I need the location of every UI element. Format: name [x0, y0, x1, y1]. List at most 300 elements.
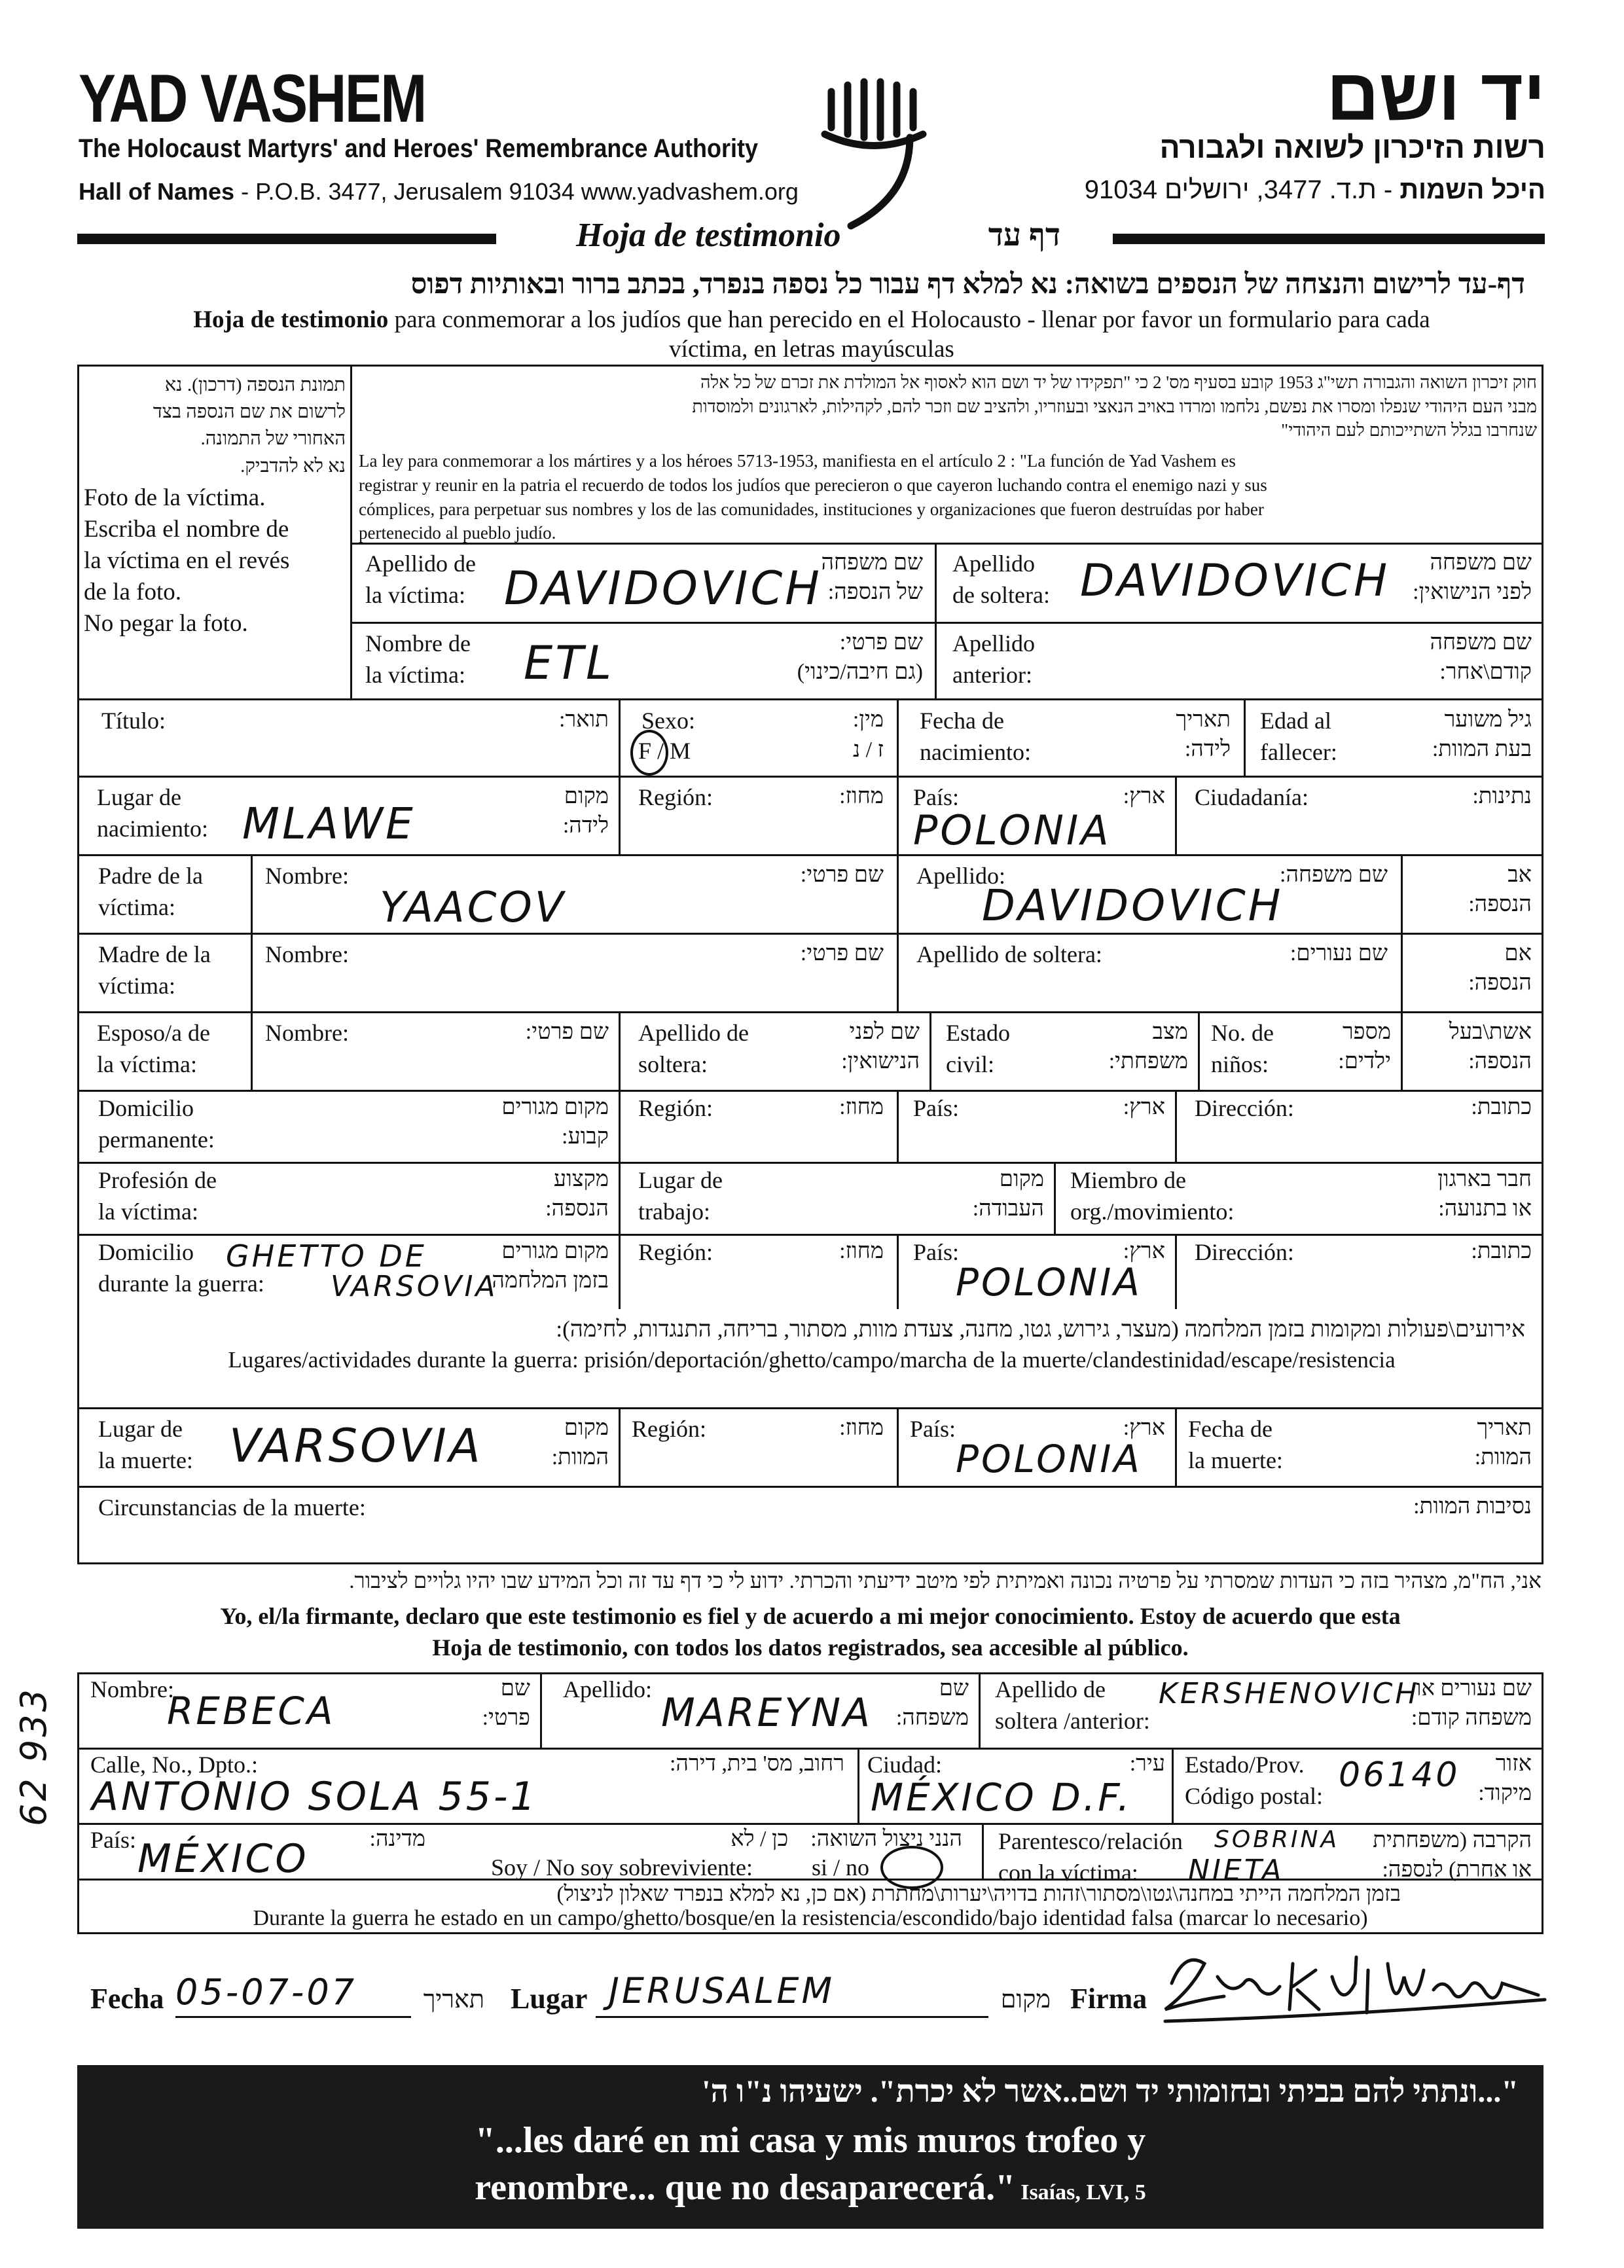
death-country-value[interactable]: POLONIA	[956, 1437, 1142, 1481]
lbl-es: Lugar de	[98, 1416, 183, 1442]
signature-label: Firma	[1070, 1983, 1147, 2015]
lbl-he: לפני הנישואין:	[1413, 579, 1532, 604]
relation-value-1[interactable]: SOBRINA	[1214, 1826, 1340, 1853]
submitter-country-label: País:	[90, 1827, 137, 1853]
residence-address-label: Dirección:	[1195, 1095, 1294, 1121]
rule	[857, 1748, 859, 1823]
membership-label	[1070, 1165, 1234, 1227]
lbl-es: Estado/Prov.	[1185, 1752, 1305, 1778]
margin-number: 62 933	[13, 1687, 54, 1826]
birth-country-label-he: ארץ:	[1123, 784, 1165, 808]
lbl-he: מקום מגורים	[501, 1095, 609, 1119]
lbl-he: אם	[1504, 941, 1532, 965]
lbl-es: Domicilio	[98, 1239, 194, 1265]
org-subtitle-en: The Holocaust Martyrs' and Heroes' Remembrance Authority	[79, 134, 759, 163]
instruction-es-bold: Hoja de testimonio	[193, 306, 389, 333]
lbl-es: Padre de la	[98, 863, 203, 889]
victim-dob-label	[920, 706, 1031, 768]
lbl-he: תאריך	[1176, 708, 1231, 732]
death-region-label-he: מחוז:	[839, 1416, 884, 1440]
lbl-he: אזור	[1495, 1752, 1532, 1776]
residence-label	[98, 1093, 215, 1155]
lbl-es: Apellido de	[995, 1676, 1106, 1702]
victim-surname-value[interactable]: DAVIDOVICH	[504, 562, 822, 615]
quote-es-1: "...les daré en mi casa y mis muros trofeo y	[475, 2120, 1146, 2161]
workplace-label-he	[903, 1165, 1044, 1224]
lbl-he: חבר בארגון	[1437, 1167, 1532, 1191]
city-label: Ciudad:	[867, 1752, 942, 1778]
lbl-he: אשת\בעל	[1449, 1020, 1532, 1044]
lbl-he: מספר	[1342, 1020, 1391, 1044]
father-surname-value[interactable]: DAVIDOVICH	[982, 880, 1284, 931]
lbl-es: civil:	[946, 1051, 994, 1077]
birth-country-value[interactable]: POLONIA	[913, 806, 1111, 854]
father-surname-label: Apellido:	[916, 863, 1005, 889]
rule	[1175, 776, 1177, 854]
lbl-es: víctima:	[98, 972, 175, 999]
citizenship-label-he: נתינות:	[1472, 784, 1532, 808]
photo-box-divider	[350, 365, 352, 698]
submitter-name-value[interactable]: REBECA	[167, 1689, 336, 1733]
org-subtitle-he: רשות הזיכרון לשואה ולגבורה	[1159, 130, 1545, 164]
death-place-label	[98, 1414, 193, 1476]
victim-title-label-he: תואר:	[559, 708, 609, 732]
lbl-he: הנספה:	[1468, 970, 1532, 995]
lbl-es: Apellido	[952, 630, 1035, 657]
rule	[1198, 1011, 1200, 1090]
hall-label: Hall of Names	[79, 178, 235, 205]
victim-age-label	[1260, 706, 1337, 768]
mother-label	[98, 939, 211, 1001]
victim-previous-surname-label	[952, 628, 1035, 691]
lbl-es: Código postal:	[1185, 1782, 1324, 1809]
street-value[interactable]: ANTONIO SOLA 55-1	[92, 1774, 538, 1820]
lbl-he: פרטי:	[482, 1705, 530, 1730]
victim-maiden-value[interactable]: DAVIDOVICH	[1080, 555, 1390, 607]
submitter-country-value[interactable]: MÉXICO	[137, 1836, 309, 1882]
lbl-es: con la víctima:	[998, 1859, 1138, 1886]
father-label-he	[1407, 861, 1532, 920]
header-rule-left	[77, 234, 496, 244]
lbl-he: מקום	[564, 784, 609, 808]
victim-dob-label-he	[1100, 706, 1231, 765]
rule	[77, 933, 1543, 935]
photo-instr-es-2: Escriba el nombre de	[84, 515, 289, 543]
signature[interactable]	[1146, 1937, 1551, 2036]
lbl-es: Profesión de	[98, 1167, 217, 1193]
submitter-name-label-he	[419, 1674, 530, 1733]
zip-value[interactable]: 06140	[1339, 1755, 1460, 1795]
rule	[1172, 1748, 1174, 1823]
quote-es-2-line	[77, 2167, 1543, 2208]
citizenship-label: Ciudadanía:	[1195, 784, 1308, 810]
date-label-he: תאריך	[423, 1986, 484, 2013]
hall-address: - P.O.B. 3477, Jerusalem 91034 www.yadvashem.org	[234, 178, 799, 205]
header-rule-right	[1113, 234, 1545, 244]
law-text	[359, 370, 1537, 545]
rule	[77, 1090, 1543, 1092]
photo-box	[84, 372, 346, 639]
quote-reference: Isaías, LVI, 5	[1020, 2180, 1146, 2205]
lbl-es: durante la guerra:	[98, 1270, 264, 1297]
rule	[619, 1090, 621, 1162]
photo-instr-es-5: No pegar la foto.	[84, 610, 248, 638]
victim-title-label: Título:	[101, 708, 166, 734]
rule	[619, 1407, 621, 1486]
spouse-name-label-he: שם פרטי:	[525, 1020, 609, 1044]
lbl-es: Fecha de	[1188, 1416, 1272, 1442]
instruction-es	[79, 306, 1545, 334]
lbl-es: Madre de la	[98, 941, 211, 967]
rule	[929, 1011, 931, 1090]
victim-maiden-label	[952, 549, 1050, 611]
lbl-es: Apellido de	[638, 1020, 749, 1046]
mother-name-label: Nombre:	[265, 941, 349, 967]
lbl-he: שם פרטי:	[839, 630, 923, 655]
submitter-maiden-label	[995, 1674, 1150, 1737]
war-residence-value-1[interactable]: GHETTO DE	[226, 1238, 427, 1274]
lbl-he: לידה:	[1184, 736, 1231, 761]
relation-value-2[interactable]: NIETA	[1188, 1854, 1284, 1887]
mother-label-he	[1407, 939, 1532, 998]
declaration-es-1: Yo, el/la firmante, declaro que este testimonio es fiel y de acuerdo a mi mejor conocimiento. Estoy de acuerdo que esta	[220, 1603, 1401, 1629]
birthplace-label-he	[484, 782, 609, 841]
rule	[897, 776, 899, 854]
city-label-he: עיר:	[1129, 1752, 1165, 1776]
lbl-he: העבודה:	[972, 1196, 1044, 1221]
spouse-name-label: Nombre:	[265, 1020, 349, 1046]
quote-es-2: renombre... que no desaparecerá."	[475, 2167, 1016, 2208]
lbl-he: הנספה:	[1468, 1049, 1532, 1073]
photo-instr-es-3: la víctima en el revés	[84, 547, 290, 574]
victim-surname-label	[365, 549, 476, 611]
lbl-es: Lugar de	[97, 784, 181, 810]
rule	[77, 776, 1543, 778]
lbl-he: לידה:	[562, 813, 609, 838]
rule	[1175, 1234, 1177, 1309]
victim-first-name-label-he	[733, 628, 923, 687]
war-events-he: אירועים\פעולות ומקומות בזמן המלחמה (מעצר, גירוש, גטו, מחנה, צעדת מוות, מסתור, בריחה, התנגדות, לחימה):	[556, 1316, 1525, 1342]
survivor-label: Soy / No soy sobreviviente:	[491, 1854, 753, 1881]
date-label: Fecha	[90, 1983, 164, 2015]
war-address-label-he: כתובת:	[1471, 1239, 1532, 1263]
rule	[77, 698, 1543, 700]
lbl-es: víctima:	[98, 893, 175, 920]
birthplace-label	[97, 782, 208, 844]
death-circumstances-label: Circunstancias de la muerte:	[98, 1494, 366, 1521]
photo-instr-he-1: תמונת הנספה (דרכון). נא	[164, 374, 346, 395]
lbl-he: שם לפני	[849, 1020, 920, 1044]
war-events-es: Lugares/actividades durante la guerra: prisión/deportación/ghetto/campo/marcha de la muerte/clandestinidad/escape/resistencia	[228, 1347, 1396, 1373]
victim-sex-options-he: ז / נ	[853, 738, 884, 762]
rule	[251, 1011, 253, 1090]
lbl-es: permanente:	[98, 1126, 215, 1153]
spouse-label	[97, 1018, 210, 1080]
rule	[897, 698, 899, 776]
photo-instr-he-4: נא לא להדביק.	[240, 455, 346, 477]
father-name-label-he: שם פרטי:	[800, 863, 884, 887]
lbl-es: la víctima:	[97, 1051, 197, 1077]
place-label: Lugar	[511, 1983, 588, 2015]
spouse-children-label	[1211, 1018, 1274, 1080]
lbl-he: שם משפחה	[1430, 630, 1532, 655]
submitter-maiden-value[interactable]: KERSHENOVICH	[1159, 1677, 1420, 1710]
death-date-label	[1188, 1414, 1283, 1476]
survivor-he-1: הנני ניצול השואה:	[810, 1827, 962, 1851]
rule	[619, 698, 621, 776]
war-country-label: País:	[913, 1239, 960, 1265]
hall-of-names-en	[79, 178, 799, 206]
spouse-children-label-he	[1309, 1018, 1391, 1077]
war-region-label: Región:	[638, 1239, 713, 1265]
lbl-he: מקום	[564, 1416, 609, 1440]
lbl-he: (גם חיבה/כינוי)	[797, 659, 923, 684]
form-title-he: דף עד	[988, 218, 1060, 253]
lbl-he: הנספה:	[545, 1196, 609, 1221]
rule	[982, 1823, 984, 1879]
photo-instr-es-4: de la foto.	[84, 578, 181, 605]
rule	[979, 1672, 981, 1748]
rule	[619, 1011, 621, 1090]
law-he-2: מבני העם היהודי שנפלו ומסרו את נפשם, נלחמו ומרדו באויב הנאצי ובעוזריו, ולהציב שם וזכר להם, לקהילות, לארגונים ולמוסדות	[692, 396, 1537, 416]
lbl-he: שם	[939, 1676, 969, 1701]
submitter-surname-label: Apellido:	[563, 1676, 652, 1702]
spouse-civil-label	[946, 1018, 1010, 1080]
death-country-label: País:	[910, 1416, 956, 1442]
rule	[1244, 698, 1246, 776]
sex-selection-circle	[630, 730, 668, 776]
lbl-es: la muerte:	[98, 1447, 193, 1473]
survivor-he-2: כן / לא	[731, 1827, 789, 1851]
mother-maiden-label: Apellido de soltera:	[916, 941, 1102, 967]
rule	[77, 1011, 1543, 1013]
lbl-es: Nombre de	[365, 630, 471, 657]
rule	[619, 1162, 621, 1234]
quote-he: "...ונתתי להם בביתי ובחומותי יד ושם..אשר לא יכרת". ישעיהו נ"ו ה'	[702, 2074, 1519, 2109]
lbl-es: Edad al	[1260, 708, 1331, 734]
lbl-he: של הנספה:	[827, 579, 923, 604]
lbl-es: Domicilio	[98, 1095, 194, 1121]
death-date-label-he	[1414, 1414, 1532, 1473]
rule	[77, 1162, 1543, 1164]
mother-name-label-he: שם פרטי:	[800, 941, 884, 965]
submitter-name-label: Nombre:	[90, 1676, 174, 1702]
victim-first-name-value[interactable]: ETL	[524, 636, 614, 690]
yad-vashem-logo	[812, 65, 936, 236]
lbl-he: הקרבה (משפחתית	[1373, 1828, 1532, 1852]
residence-address-label-he: כתובת:	[1471, 1095, 1532, 1119]
residence-label-he	[445, 1093, 609, 1152]
rule	[1401, 1011, 1403, 1090]
org-title-en: YAD VASHEM	[79, 61, 425, 137]
declaration-es-2: Hoja de testimonio, con todos los datos registrados, sea accesible al público.	[432, 1634, 1189, 1661]
rule	[540, 1672, 542, 1748]
war-region-label-he: מחוז:	[839, 1239, 884, 1263]
city-value[interactable]: MÉXICO D.F.	[871, 1775, 1132, 1820]
lbl-es: la víctima:	[365, 661, 465, 688]
rule	[77, 1486, 1543, 1488]
residence-country-label: País:	[913, 1095, 960, 1121]
rule	[1054, 1162, 1056, 1234]
lbl-he: בזמן המלחמה	[492, 1268, 609, 1293]
membership-label-he	[1362, 1165, 1532, 1224]
lbl-he: גיל משוער	[1444, 708, 1532, 732]
spouse-maiden-label-he	[799, 1018, 920, 1077]
rule	[1175, 1090, 1177, 1162]
rule	[619, 1234, 621, 1309]
law-es-2: registrar y reunir en la patria el recuerdo de todos los judíos que perecieron o que cayeron luchando contra el enemigo nazi y sus	[359, 475, 1267, 495]
street-label: Calle, No., Dpto.:	[90, 1752, 258, 1778]
rule	[1175, 1407, 1177, 1486]
lbl-he: מקצוע	[553, 1167, 609, 1191]
lbl-es: Apellido de	[365, 550, 476, 577]
victim-age-label-he	[1388, 706, 1532, 765]
lbl-es: Estado	[946, 1020, 1010, 1046]
father-name-value[interactable]: YAACOV	[380, 884, 566, 932]
lbl-es: No. de	[1211, 1020, 1274, 1046]
birthplace-value[interactable]: MLAWE	[242, 799, 416, 849]
victim-first-name-label	[365, 628, 471, 691]
lbl-he: ילדים:	[1338, 1049, 1391, 1073]
lbl-es: soltera:	[638, 1051, 708, 1077]
lbl-he: שם משפחה	[1430, 550, 1532, 575]
lbl-he: הנישואין:	[841, 1049, 920, 1073]
relation-label	[998, 1826, 1183, 1888]
lbl-es: la víctima:	[98, 1198, 198, 1225]
rule	[77, 1407, 1543, 1409]
lbl-es: niños:	[1211, 1051, 1269, 1077]
lbl-es: la víctima:	[365, 581, 465, 608]
lbl-he: קודם\אחר:	[1439, 659, 1532, 684]
birth-region-label-he: מחוז:	[839, 784, 884, 808]
residence-country-label-he: ארץ:	[1123, 1095, 1165, 1119]
wartime-status-he: בזמן המלחמה הייתי במחנה\גטו\מסתור\זהות בדויה\יערות\מחתרת (אם כן, נא למלא בנפרד שאלון לניצול)	[556, 1882, 1401, 1906]
submitter-surname-value[interactable]: MAREYNA	[661, 1690, 873, 1736]
lbl-he: המוות:	[551, 1445, 609, 1469]
state-zip-label	[1185, 1750, 1323, 1812]
law-es-3: cómplices, para perpetuar sus nombres y los de las comunidades, instituciones y organizaciones que fueron destruídas por haber	[359, 499, 1264, 519]
war-address-label: Dirección:	[1195, 1239, 1294, 1265]
death-country-label-he: ארץ:	[1123, 1416, 1165, 1440]
instruction-es-rest: para conmemorar a los judíos que han perecido en el Holocausto - llenar por favor un formulario para cada	[388, 306, 1430, 333]
date-value[interactable]: 05-07-07	[175, 1971, 357, 2013]
birth-region-label: Región:	[638, 784, 713, 810]
lbl-he: תאריך	[1477, 1416, 1532, 1440]
rule	[77, 854, 1543, 856]
hall-address-he: - ת.ד. 3477, ירושלים 91034	[1084, 175, 1400, 204]
rule	[77, 1234, 1543, 1236]
declaration-he: אני, הח"מ, מצהיר בזה כי העדות שמסרתי על פרטיה נכונה ואמיתית לפי מיטב ידיעתי והכרתי. ידוע לי כי דף עד זה וכל המידע שבו יהיו גלויים לציבור.	[349, 1570, 1542, 1593]
spouse-civil-label-he	[1074, 1018, 1188, 1077]
lbl-es: nacimiento:	[920, 738, 1031, 765]
form-title-es: Hoja de testimonio	[576, 217, 841, 254]
lbl-he: או אחרת) לנספה:	[1382, 1857, 1532, 1882]
lbl-es: org./movimiento:	[1070, 1198, 1235, 1225]
mother-maiden-label-he: שם נעורים:	[1290, 941, 1388, 965]
lbl-es: Lugar de	[638, 1167, 723, 1193]
place-value[interactable]: JERUSALEM	[609, 1970, 835, 2011]
lbl-he: הנספה:	[1468, 891, 1532, 916]
lbl-he: משפחה:	[895, 1705, 969, 1730]
rule	[897, 1090, 899, 1162]
instruction-es-line2: víctima, en letras mayúsculas	[669, 336, 954, 363]
lbl-es: Parentesco/relación	[998, 1828, 1183, 1854]
lbl-es: Apellido	[952, 550, 1035, 577]
law-es-4: pertenecido al pueblo judío.	[359, 523, 556, 543]
relation-label-he	[1335, 1826, 1532, 1885]
rule	[935, 543, 937, 698]
profession-label	[98, 1165, 217, 1227]
victim-sex-label-he: מין:	[852, 708, 884, 732]
lbl-es: de soltera:	[952, 581, 1050, 608]
lbl-es: fallecer:	[1260, 738, 1337, 765]
residence-region-label: Región:	[638, 1095, 713, 1121]
street-label-he: רחוב, מס' בית, דירה:	[669, 1752, 844, 1776]
lbl-es: la muerte:	[1188, 1447, 1283, 1473]
victim-previous-surname-label-he	[1335, 628, 1532, 687]
lbl-he: קבוע:	[562, 1124, 609, 1149]
father-label	[98, 861, 203, 923]
residence-region-label-he: מחוז:	[839, 1095, 884, 1119]
death-place-label-he	[484, 1414, 609, 1473]
date-underline	[175, 2016, 411, 2018]
lbl-he: מיקוד:	[1478, 1780, 1532, 1805]
lbl-es: Miembro de	[1070, 1167, 1186, 1193]
lbl-he: שם	[500, 1676, 530, 1701]
victim-sex-options[interactable]: F / M	[638, 738, 691, 764]
place-underline	[596, 2016, 988, 2018]
wartime-status-es: Durante la guerra he estado en un campo/ghetto/bosque/en la resistencia/escondido/bajo identidad falsa (marcar lo necesario)	[253, 1906, 1368, 1930]
lbl-he: שם נעורים או	[1415, 1676, 1532, 1701]
lbl-he: משפחה קודם:	[1411, 1705, 1532, 1730]
rule	[619, 776, 621, 854]
war-country-value[interactable]: POLONIA	[956, 1260, 1142, 1305]
war-country-label-he: ארץ:	[1123, 1239, 1165, 1263]
death-place-value[interactable]: VARSOVIA	[229, 1419, 483, 1473]
lbl-es: Fecha de	[920, 708, 1004, 734]
spouse-label-he	[1407, 1018, 1532, 1077]
submitter-country-label-he: מדינה:	[369, 1827, 425, 1851]
war-residence-value-2[interactable]: VARSOVIA	[331, 1270, 498, 1303]
lbl-he: שם משפחה	[821, 550, 923, 575]
hall-of-names-he	[956, 175, 1545, 205]
lbl-es: soltera /anterior:	[995, 1707, 1150, 1734]
rule	[350, 622, 1543, 624]
photo-instr-he-2: לרשום את שם הנספה בצד	[153, 401, 346, 423]
lbl-he: מקום מגורים	[501, 1239, 609, 1263]
law-he-3: שנחרבו בגלל השתייכותם לעם היהודי"	[1281, 420, 1537, 441]
hall-label-he: היכל השמות	[1399, 175, 1545, 204]
lbl-es: trabajo:	[638, 1198, 710, 1225]
photo-instr-es-1: Foto de la víctima.	[84, 484, 266, 511]
place-label-he: מקום	[1000, 1986, 1051, 2013]
lbl-es: nacimiento:	[97, 815, 208, 842]
rule	[350, 543, 1543, 545]
survivor-options[interactable]: si / no	[812, 1854, 870, 1881]
org-title-he: יד ושם	[1326, 54, 1545, 135]
lbl-he: מצב	[1152, 1020, 1188, 1044]
death-circumstances-label-he: נסיבות המוות:	[1413, 1494, 1532, 1519]
law-he-1: חוק זיכרון השואה והגבורה תשי"ג 1953 קובע בסעיף מס' 2 כי "תפקידו של יד ושם הוא לאסוף אל המולדת את זכרם של כל אלה	[700, 372, 1537, 392]
workplace-label	[638, 1165, 723, 1227]
law-es-1: La ley para conmemorar a los mártires y a los héroes 5713-1953, manifiesta en el artículo 2 : "La función de Yad Vashem es	[359, 451, 1236, 471]
rule	[897, 1234, 899, 1309]
photo-instr-he-3: האחורי של התמונה.	[200, 428, 346, 450]
lbl-he: מקום	[999, 1167, 1044, 1191]
lbl-he: או בתנועה:	[1438, 1196, 1532, 1221]
birth-country-label: País:	[913, 784, 960, 810]
father-name-label: Nombre:	[265, 863, 349, 889]
